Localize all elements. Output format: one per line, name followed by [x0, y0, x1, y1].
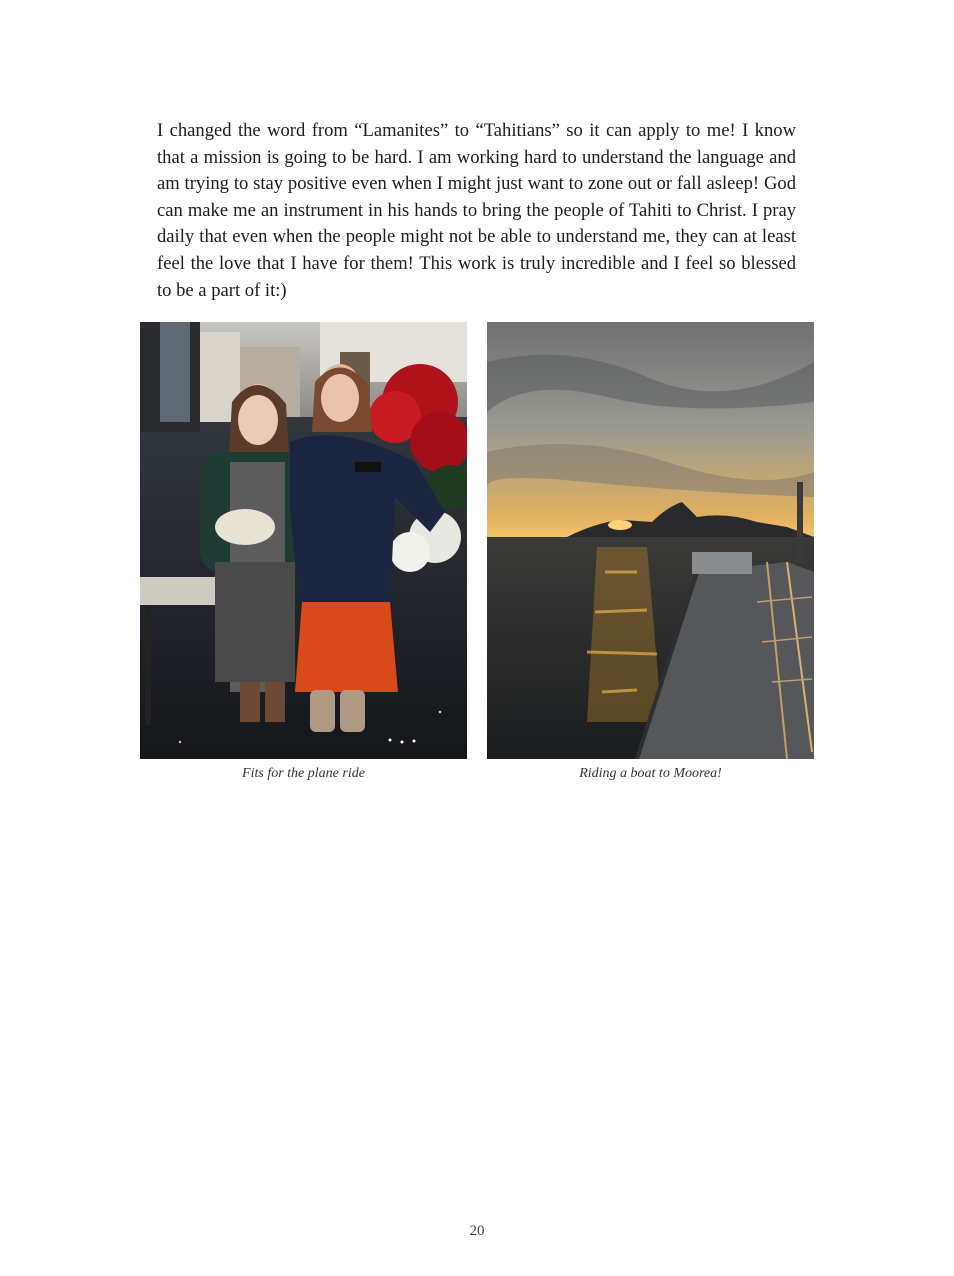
- photo-caption-right: Riding a boat to Moorea!: [579, 766, 722, 781]
- photo-boat-sunset: [487, 322, 814, 759]
- photo-caption-left: Fits for the plane ride: [242, 766, 365, 781]
- photo-airport-friends: [140, 322, 467, 759]
- body-paragraph: I changed the word from “Lamanites” to “Tahitians” so it can apply to me! I know that a mission is going to be hard. I am working hard to understand the language and am trying to stay positive even when I might just want to zone out or fall asleep! God can make me an instrument in his hands to bring the people of Tahiti to Christ. I pray daily that even when the people might not be able to understand me, they can at least feel the love that I have for them! This work is truly incredible and I feel so blessed to be a part of it:): [157, 120, 796, 301]
- page-number: 20: [469, 1223, 485, 1239]
